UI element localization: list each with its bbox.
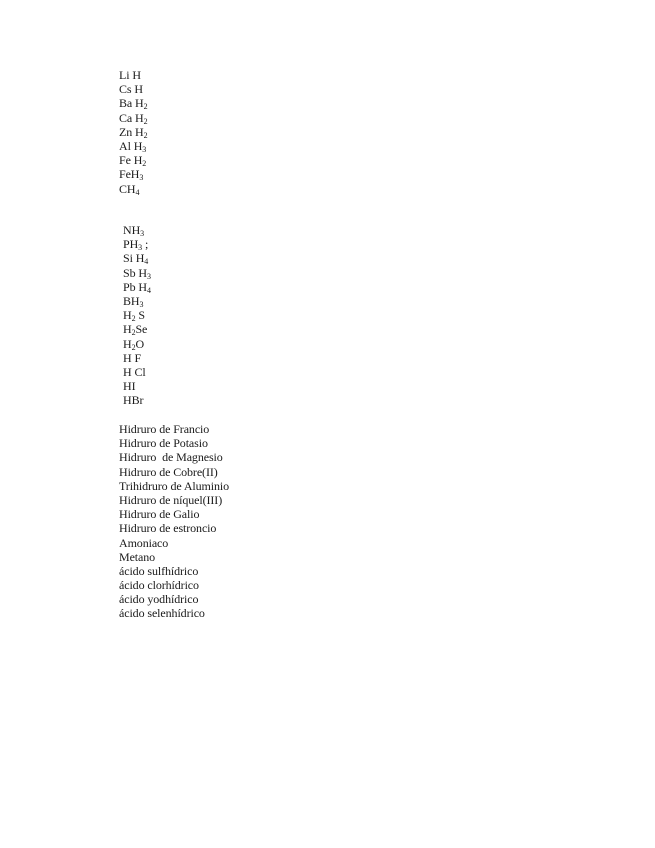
formula-item (123, 308, 151, 322)
formula-item (119, 82, 148, 96)
compound-name-item: ácido sulfhídrico (119, 563, 199, 578)
formula-base: Si H (123, 251, 145, 266)
formula-item (123, 280, 151, 294)
formula-subscript: 3 (142, 144, 147, 154)
formula-base: Ba H (119, 96, 144, 111)
formula-subscript: 2 (131, 314, 136, 324)
formula-base: Zn H (119, 124, 144, 139)
formula-base: Fe H (119, 153, 143, 168)
compound-name-item: Hidruro de estroncio (119, 521, 217, 536)
formula-item (119, 139, 148, 153)
formula-subscript: 2 (143, 116, 148, 126)
compound-name-item: ácido yodhídrico (119, 592, 199, 607)
formula-tail: ; (142, 237, 149, 252)
formula-subscript: 3 (140, 229, 145, 238)
formula-base: H F (123, 350, 142, 365)
formula-subscript: 4 (144, 257, 149, 267)
formula-base: Pb H (123, 279, 147, 294)
formula-base: Cs H (119, 82, 143, 97)
compound-name-item: Trihidruro de Aluminio (119, 478, 230, 493)
formula-item (119, 125, 148, 139)
formula-item (119, 153, 148, 167)
formula-tail: O (135, 336, 145, 351)
nonmetal-hydride-formula-list (123, 223, 151, 407)
formula-subscript: 2 (131, 342, 136, 352)
formula-item (123, 322, 151, 336)
formula-subscript: 4 (146, 285, 151, 295)
formula-subscript: 3 (138, 243, 143, 253)
compound-name-item: ácido selenhídrico (119, 606, 205, 621)
formula-base: HBr (123, 393, 144, 408)
formula-item (119, 111, 148, 125)
formula-subscript: 3 (139, 173, 144, 183)
formula-base: FeH (119, 167, 140, 182)
formula-item (123, 251, 151, 265)
formula-base: H (123, 308, 132, 323)
formula-item (123, 393, 151, 407)
formula-base: BH (123, 293, 140, 308)
formula-subscript: 2 (142, 159, 147, 169)
formula-item (123, 351, 151, 365)
hydride-name-list (119, 422, 229, 621)
formula-subscript: 2 (143, 130, 148, 140)
formula-base: PH (123, 237, 139, 252)
formula-item (123, 294, 151, 308)
formula-item (123, 337, 151, 351)
compound-name-item: Hidruro de Cobre(II) (119, 464, 218, 479)
compound-name-item: Amoniaco (119, 535, 169, 550)
formula-subscript: 3 (146, 271, 151, 281)
formula-base: Ca H (119, 110, 144, 125)
compound-name-item: Hidruro de Magnesio (119, 450, 223, 465)
formula-item (123, 379, 151, 393)
formula-base: Li H (119, 68, 141, 82)
compound-name-item: Hidruro de Potasio (119, 436, 208, 451)
formula-item (119, 68, 148, 82)
compound-name-item: Metano (119, 549, 156, 564)
formula-base: Al H (119, 138, 143, 153)
formula-base: H (123, 336, 132, 351)
formula-item (123, 223, 151, 237)
metal-hydride-formula-list (119, 68, 148, 196)
formula-subscript: 2 (131, 328, 136, 338)
formula-base: Sb H (123, 265, 147, 280)
formula-base: NH (123, 223, 141, 237)
formula-tail: Se (135, 322, 148, 337)
formula-subscript: 3 (139, 299, 144, 309)
compound-name-item: Hidruro de Francio (119, 422, 210, 436)
formula-base: H (123, 322, 132, 337)
formula-subscript: 4 (135, 187, 140, 197)
compound-name-item: ácido clorhídrico (119, 578, 199, 593)
compound-name-item: Hidruro de níquel(III) (119, 492, 223, 507)
formula-item (119, 167, 148, 181)
formula-item (119, 96, 148, 110)
formula-item (123, 237, 151, 251)
formula-base: HI (123, 379, 136, 394)
formula-base: H Cl (123, 364, 146, 379)
formula-item (123, 266, 151, 280)
formula-item (123, 365, 151, 379)
formula-tail: S (135, 308, 145, 323)
compound-name-item: Hidruro de Galio (119, 507, 200, 522)
formula-subscript: 2 (143, 102, 148, 112)
formula-item (119, 182, 148, 196)
formula-base: CH (119, 181, 136, 196)
